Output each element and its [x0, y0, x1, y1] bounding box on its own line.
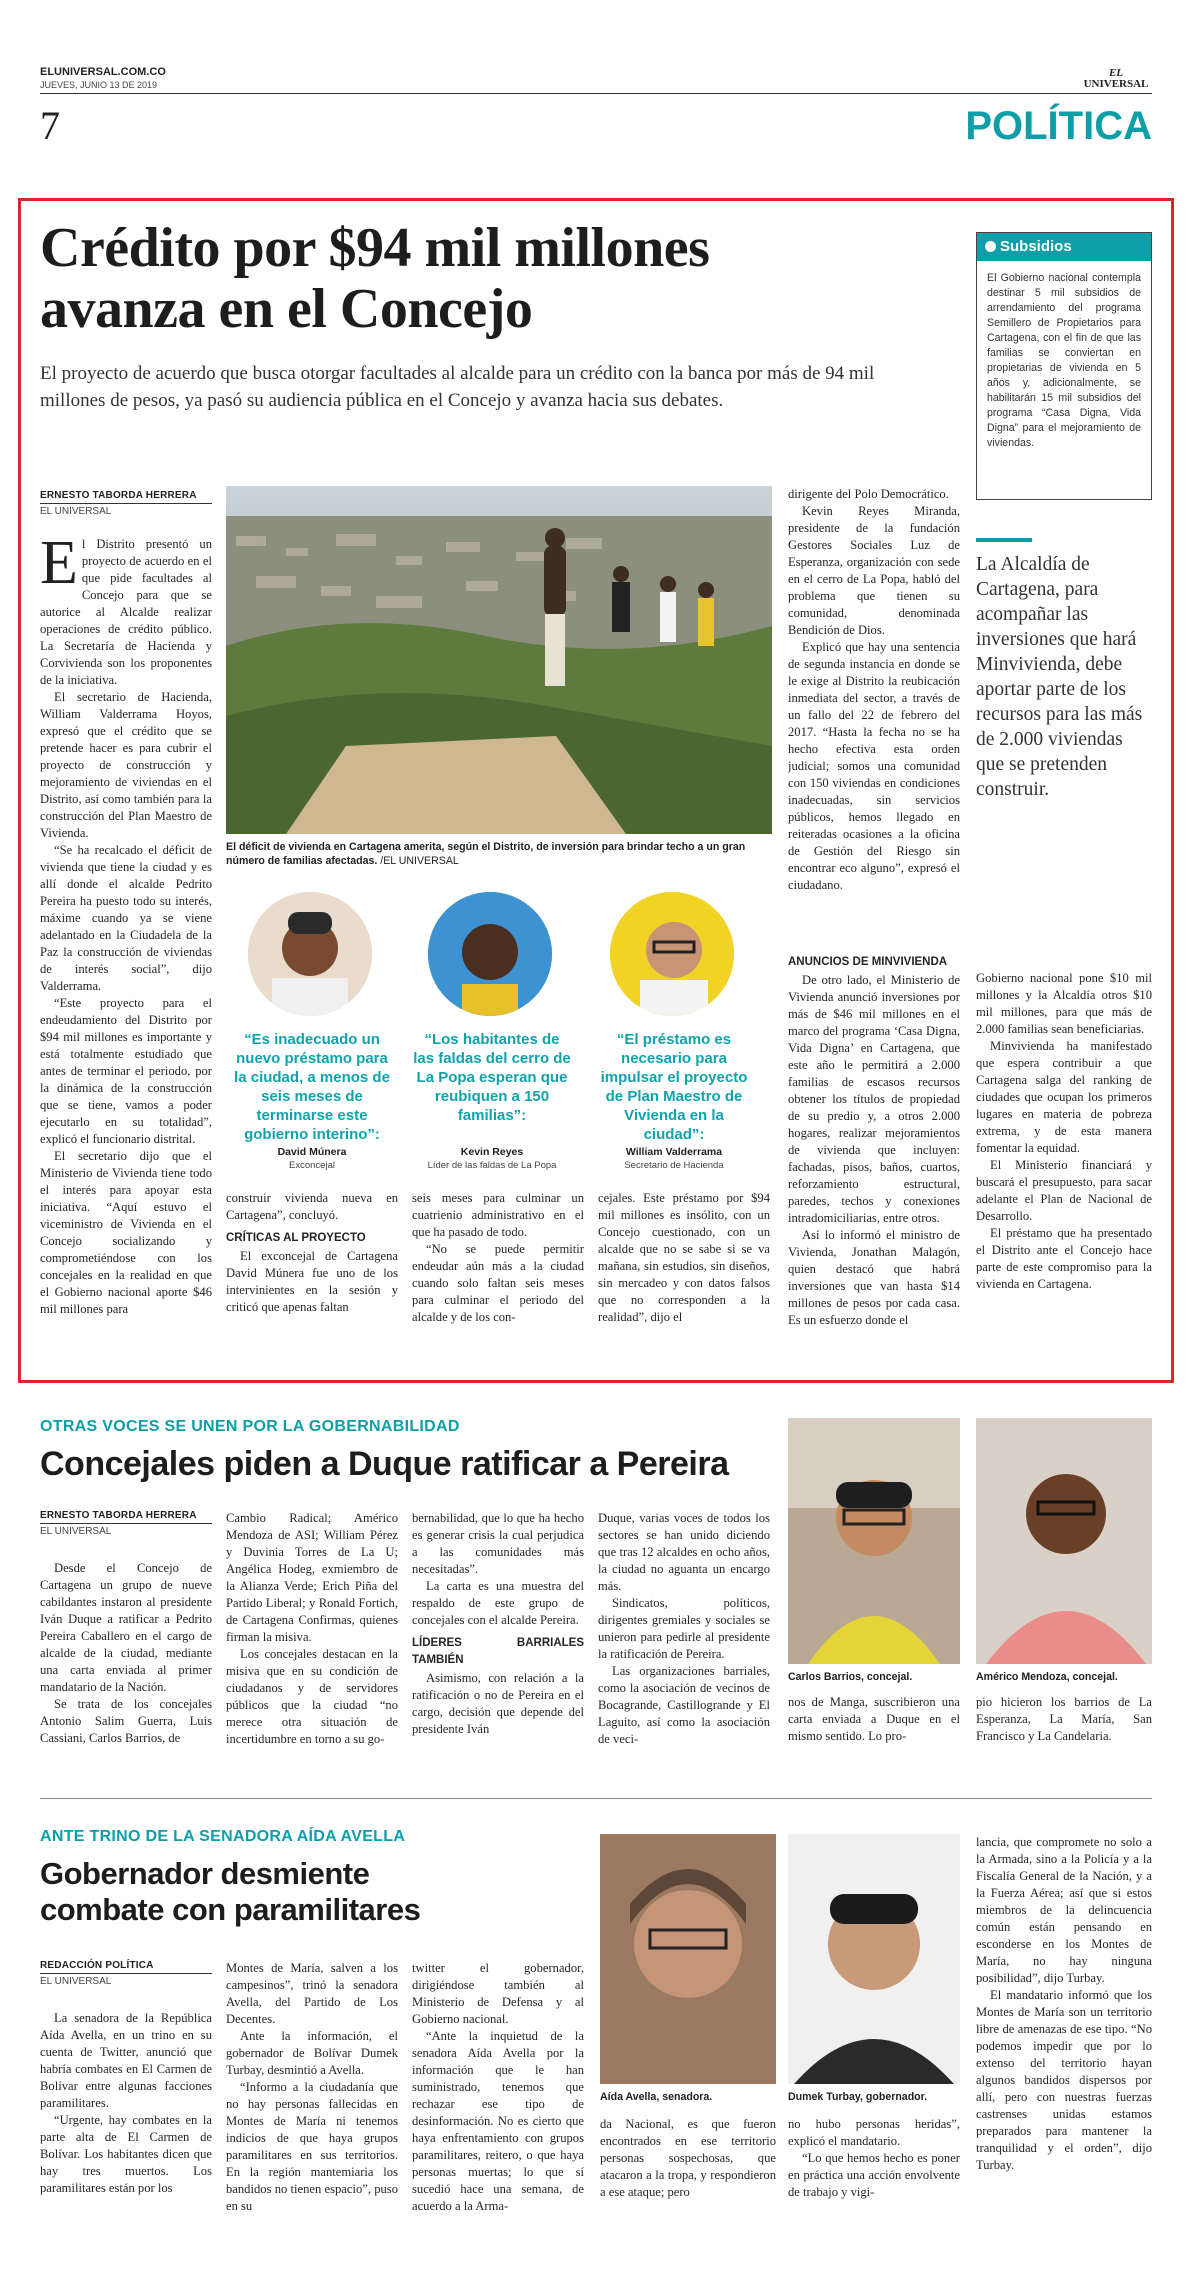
photo-americo-mendoza	[976, 1418, 1152, 1664]
story3-col-3: twitter el gobernador, dirigiéndose también al Ministerio de Defensa y al Gobierno nacional. “Ante la inquietud de la senadora Aída Avella por la información que le han suministrado, tenemos que rechazar ese tipo de desinformación. No es cierto que haya enfrentamiento con grupos paramilitares, reitero, o que haya personas muertas; lo que sí sucedió hace una semana, de acuerdo a la Arma-	[412, 1961, 584, 2213]
quote-name-valderrama: William Valderrama	[625, 1146, 723, 1158]
portrait-valderrama	[610, 892, 734, 1016]
story3-byline: REDACCIÓN POLÍTICA EL UNIVERSAL	[40, 1960, 212, 1987]
story2-col-5: nos de Manga, suscribieron una carta enviada a Duque en el mismo sentido. Lo pro-	[788, 1695, 960, 1743]
main-col-3: seis meses para culminar un cuatrienio administrativo en el que ha pasado de todo. “No se puede permitir endeudar aún más a la ciudad cuando solo faltan seis meses para culminar el periodo del alcalde y de los con-	[412, 1191, 584, 1324]
pullquote: La Alcaldía de Cartagena, para acompañar las inversiones que hará Minvivienda, debe aportar parte de los recursos para las más de 2.000 viviendas que se pretenden construir.	[976, 554, 1143, 800]
bullet-icon	[985, 241, 996, 252]
main-col-2: construir vivienda nueva en Cartagena”, concluyó. CRÍTICAS AL PROYECTO El exconcejal de Cartagena David Múnera fue uno de los intervinientes en la sesión y criticó que apenas faltan	[226, 1191, 398, 1314]
story2-kicker: OTRAS VOCES SE UNEN POR LA GOBERNABILIDAD	[40, 1418, 460, 1435]
quote-role-valderrama: Secretario de Hacienda	[624, 1160, 724, 1171]
caption-americo-mendoza: Américo Mendoza, concejal.	[976, 1671, 1118, 1683]
main-col-5: ANUNCIOS DE MINVIVIENDA De otro lado, el Ministerio de Vivienda anunció inversiones por más de $46 mil millones en el marco del programa ‘Casa Digna, Vida Digna’ en Cartagena, que este año le permitirá a 2.000 familias de escasos recursos obtener los títulos de propiedad de su predio y, a otros 2.000 hogares, realizar mejoramientos de vivienda que incluyen: fachadas, pisos, baños, cuartos, reforzamiento estructural, paredes, techos y conexiones intradomiciliarias, entre otros. Así lo informó el ministro de Vivienda, Jonathan Malagón, quien destacó que habrá inversiones que van hasta $14 millones de pesos por cada casa. Es un esfuerzo donde el	[788, 956, 960, 1327]
sidebar-text: El Gobierno nacional contempla destinar 5 mil subsidios de arrendamiento del programa Semillero de Propietarios para Cartagena, con el fin de que las familias se conviertan en propietarias de vivienda en 5 años y, adicionalmente, se habilitarán 15 mil subsidios del programa “Casa Digna, Vida Digna” para el mejoramiento de viviendas.	[987, 272, 1141, 449]
hillside-image	[226, 486, 772, 834]
main-col-4-upper: dirigente del Polo Democrático. Kevin Reyes Miranda, presidente de la fundación Gestores Sociales Luz de Esperanza, organización con sede en el cerro de La Popa, habló del problema que tienen su comunidad, denominada Bendición de Dios. Explicó que hay una sentencia de segunda instancia en donde se le exige al Distrito la reubicación inmediata del sector, a través de un fallo del 22 de febrero del 2017. “Hasta la fecha no se ha hecho efectiva esta orden judicial; somos una comunidad con 150 viviendas en condiciones inadecuadas, sin servicios públicos, hemos llegado en reiteradas ocasiones a la oficina de Gestión del Riesgo sin encontrar eco alguno”, expresó el ciudadano.	[788, 487, 960, 892]
caption-dumek-turbay: Dumek Turbay, gobernador.	[788, 2091, 928, 2103]
section-divider	[40, 1798, 1152, 1799]
dropcap: E	[40, 536, 78, 597]
byline	[40, 490, 212, 517]
sidebar-title: Subsidios	[1000, 238, 1072, 255]
photo-carlos-barrios	[788, 1418, 960, 1664]
story2-col-1: Desde el Concejo de Cartagena un grupo de nueve cabildantes instaron al presidente Iván Duque a ratificar a Pedrito Pereira Caballero en el cargo de alcalde de la ciudad, mediante una carta enviada al primer mandatario de la Nación. Se trata de los concejales Antonio Salim Guerra, Luis Cassiani, Carlos Barrios, de	[40, 1561, 212, 1745]
outlet: EL UNIVERSAL	[40, 503, 212, 517]
story2-byline: ERNESTO TABORDA HERRERA EL UNIVERSAL	[40, 1510, 212, 1537]
story3-col-5: no hubo personas heridas”, explicó el mandatario. “Lo que hemos hecho es poner en práctica una acción envolvente de trabajo y vigi-	[788, 2117, 960, 2199]
subsidios-sidebar	[976, 232, 1152, 500]
portrait-munera	[248, 892, 372, 1016]
photo-dumek-turbay	[788, 1834, 960, 2084]
deck: El proyecto de acuerdo que busca otorgar facultades al alcalde para un crédito con la banca por más de 94 mil millones de pesos, ya pasó su audiencia pública en el Concejo y avanza hacia sus debates.	[40, 363, 875, 411]
author: ERNESTO TABORDA HERRERA	[40, 490, 197, 501]
photo-caption: El déficit de vivienda en Cartagena amerita, según el Distrito, de inversión para brindar techo a un gran número de familias afectadas. /EL UNIVERSAL	[226, 841, 746, 867]
brand-logo: EL UNIVERSAL	[1083, 67, 1149, 90]
caption-aida-avella: Aída Avella, senadora.	[600, 2091, 713, 2103]
quote-role-munera: Exconcejal	[289, 1160, 335, 1171]
quote-name-reyes: Kevin Reyes	[460, 1146, 524, 1158]
issue-date: JUEVES, JUNIO 13 DE 2019	[40, 80, 158, 90]
headline: Crédito por $94 mil millones avanza en el Concejo	[40, 217, 710, 340]
story3-headline: Gobernador desmiente combate con paramilitares	[40, 1856, 421, 1927]
story3-col-1: La senadora de la República Aída Avella, en un trino en su cuenta de Twitter, anunció que habría combates en El Carmen de Bolívar entre algunas facciones paramilitares. “Urgente, hay combates en la parte alta de El Carmen de Bolívar. Los habitantes dicen que hay tres muertos. Los paramilitares están por los	[40, 2011, 212, 2195]
story3-col-4: da Nacional, es que fueron encontrados en ese territorio personas sospechosas, que atacaron a la tropa, y respondieron a ese ataque; pero	[600, 2117, 776, 2199]
quote-reyes: “Los habitantes de las faldas del cerro de La Popa esperan que reubiquen a 150 familias”:	[413, 1031, 571, 1124]
site-url[interactable]: ELUNIVERSAL.COM.CO	[40, 66, 166, 78]
quote-role-reyes: Líder de las faldas de La Popa	[427, 1160, 557, 1171]
header-rule	[40, 93, 1152, 94]
page-number: 7	[40, 103, 60, 148]
story2-headline: Concejales piden a Duque ratificar a Pereira	[40, 1445, 729, 1483]
quote-munera: “Es inadecuado un nuevo préstamo para la ciudad, a menos de seis meses de terminarse este gobierno interino”:	[234, 1031, 390, 1143]
caption-carlos-barrios: Carlos Barrios, concejal.	[788, 1671, 913, 1683]
story3-col-2: Montes de María, salven a los campesinos”, trinó la senadora Avella, del Partido de Los Decentes. Ante la información, el gobernador de Bolívar Dumek Turbay, desmintió a Avella. “Informo a la ciudadanía que no hay personas fallecidas en Montes de María ni tenemos indicios de que haya grupos paramilitares en sus territorios. En la región mantemiaria los bandidos no tienen espacio”, puso en su	[226, 1961, 398, 2213]
main-photo	[226, 486, 772, 834]
photo-aida-avella	[600, 1834, 776, 2084]
story2-col-6: pio hicieron los barrios de La Esperanza, La María, San Francisco y La Candelaria.	[976, 1695, 1152, 1743]
section-title: POLÍTICA	[965, 104, 1152, 148]
main-col-6: Gobierno nacional pone $10 mil millones y la Alcaldía otros $10 mil millones, para que más de 2.000 familias sean beneficiarias. Minvivienda ha manifestado que espera contribuir a que Cartagena salga del ranking de ciudades que ocupan los primeros lugares en materia de pobreza extrema, y de esta manera fomentar la equidad. El Ministerio financiará y buscará el presupuesto, para sacar adelante el Plan de Nacional de Desarrollo. El préstamo que ha presentado el Distrito ante el Concejo hace parte de este compromiso para la vivienda en Cartagena.	[976, 971, 1152, 1291]
story2-col-3: bernabilidad, que lo que ha hecho es generar crisis la cual perjudica a las comunidades más necesitadas”. La carta es una muestra del respaldo de este grupo de concejales con el alcalde Pereira. LÍDERES BARRIALES TAMBIÉN Asimismo, con relación a la ratificación o no de Pereira en el cargo, decisión que depende del presidente Iván	[412, 1511, 584, 1736]
pullquote-rule	[976, 538, 1032, 542]
main-col-1: El Distrito presentó un proyecto de acuerdo en el que pide facultades al Concejo para que se autorice al Alcalde realizar operaciones de crédito público. La Secretaría de Hacienda y Corvivienda son los proponentes de la iniciativa. El secretario de Hacienda, William Valderrama Hoyos, expresó que el crédito que se pretende hacer es para cubrir el proyecto de construcción y mejoramiento de viviendas en el Distrito, así como también para la construcción del Plan Maestro de Vivienda. “Se ha recalcado el déficit de vivienda que tiene la ciudad y es allí donde el alcalde Pedrito Pereira ha puesto todo su interés, máxime cuando ya se viene adelantado en la Ciudadela de la Paz la construcción de viviendas de interés social”, dijo Valderrama. “Este proyecto para el endeudamiento del Distrito por $94 mil millones es importante y está totalmente estudiado que antes de terminar el periodo, por la dinámica de la construcción que se tiene, vamos a poder ejecutarlo en su totalidad”, explicó el funcionario distrital. El secretario dijo que el Ministerio de Vivienda tiene todo el interés para apoyar esta iniciativa. “Aquí estuvo el viceministro de Vivienda en el Concejo socializando y comprometiéndose con los concejales en la realidad en que el Gobierno nacional aporte $46 mil millones para	[40, 536, 212, 1316]
story2-col-4: Duque, varias voces de todos los sectores se han unido diciendo que tras 12 alcaldes en ocho años, la ciudad no aguanta un encargo más. Sindicatos, políticos, dirigentes gremiales y sociales se unieron para pedirle al presidente la ratificación de Pereira. Las organizaciones barriales, como la asociación de vecinos de Bocagrande, Castillogrande y El Laguito, así como la asociación de veci-	[598, 1511, 770, 1746]
quote-name-munera: David Múnera	[277, 1146, 347, 1158]
main-col-4: cejales. Este préstamo por $94 mil millones es insólito, con un Concejo cuestionado, con un alcalde que no se sabe si se va mañana, sin estudios, sin diseños, sin mercadeo y con datos falsos que no corresponden a la realidad”, dijo el	[598, 1191, 770, 1324]
story3-kicker: ANTE TRINO DE LA SENADORA AÍDA AVELLA	[40, 1828, 406, 1845]
story3-col-6: lancia, que compromete no solo a la Armada, sino a la Policía y a la Fiscalía General de la Nación, y a la Fuerza Aérea; así que si estos miembros de la delincuencia común están pensando en esconderse en los Montes de María, no hay ninguna posibilidad”, dijo Turbay. El mandatario informó que los Montes de María son un territorio libre de amenazas de ese tipo. “No podemos impedir que por lo extenso del territorio hayan algunos bandidos dispersos por allí, pero con nuestras fuerzas castrenses unidas estamos preparados para mantener la tranquilidad y el orden”, dijo Turbay.	[976, 1835, 1152, 2172]
story2-col-2: Cambio Radical; Américo Mendoza de ASI; William Pérez y Duvinia Torres de La U; Angélica Hodeg, exmiembro de la Alianza Verde; Erich Piña del Partido Liberal; y Ronald Fortich, de Cartagena Confirmas, quienes firman la misiva. Los concejales destacan en la misiva que en su condición de ciudadanos y de servidores públicos que la ciudad “no merece otra situación de incertidumbre en torno a su go-	[226, 1511, 398, 1746]
quote-valderrama: “El préstamo es necesario para impulsar el proyecto de Plan Maestro de Vivienda en la ciudad”:	[600, 1031, 748, 1143]
portrait-reyes	[428, 892, 552, 1016]
